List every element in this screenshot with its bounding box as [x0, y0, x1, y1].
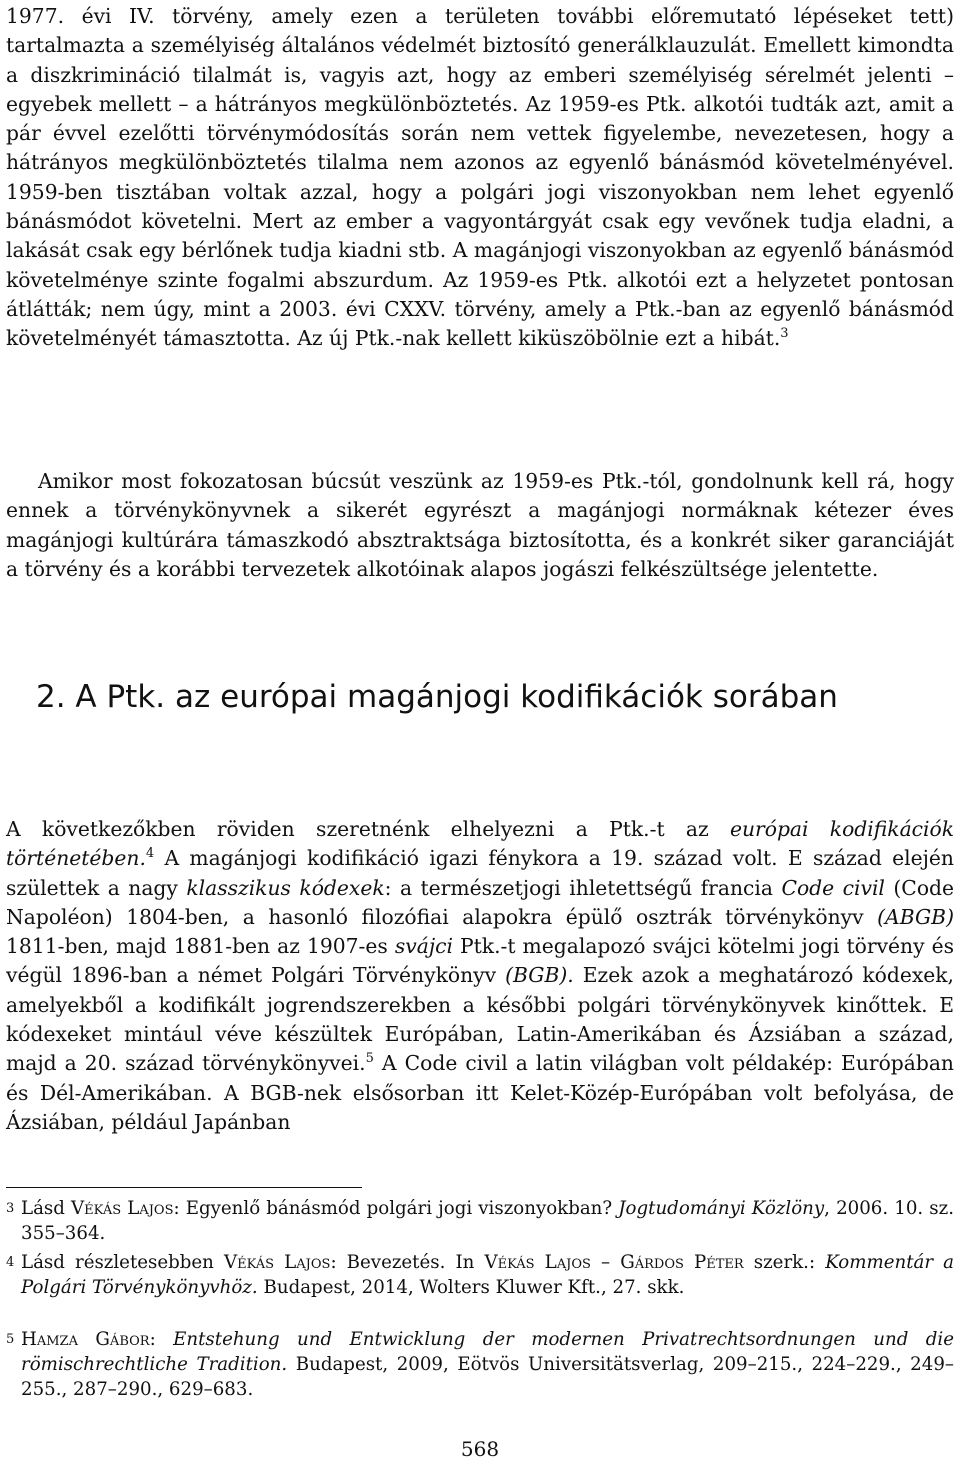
footnote-book-title: Kommentár a Polgári Törvénykönyvhöz.	[21, 1252, 954, 1298]
paragraph-text: Ptk.-t megalapozó svájci kötelmi jogi törvény és végül 1896-ban a német Polgári Törvénykönyv	[6, 934, 954, 988]
footnote-text	[6, 1250, 954, 1300]
paragraph-text: Amikor most fokozatosan búcsút veszünk az 1959-es Ptk.-tól, gondolnunk kell rá, hogy ennek a törvénykönyvnek a sikerét egyrészt a magánjogi normáknak kétezer éves magánjogi kultúrára támaszkodó absztraktsága biztosította, és a konkrét siker garanciáját a törvény és a korábbi tervezetek alkotóinak alapos jogászi felkészültsége jelentette.	[6, 469, 954, 581]
footnote-segment: : Bevezetés. In	[330, 1252, 485, 1273]
footnote-book-title: Entstehung und Entwicklung der modernen Privatrechtsordnungen und die römischrechtliche Tradition.	[21, 1329, 954, 1375]
italic-term: (BGB).	[505, 963, 574, 988]
footnote-4	[6, 1250, 954, 1300]
paragraph-text: : a természetjogi ihletettségű francia	[384, 875, 782, 900]
section-heading: 2. A Ptk. az európai magánjogi kodifikációk sorában	[36, 679, 838, 715]
body-paragraph-2	[6, 467, 954, 584]
footnote-author: Vékás Lajos	[223, 1252, 331, 1273]
paragraph-text: A következőkben röviden szeretnénk elhelyezni a Ptk.-t az	[6, 817, 730, 841]
body-paragraph-1	[6, 2, 954, 354]
paragraph-text: A magánjogi kodifikáció igazi fénykora a 19. század volt. E század elején születtek a nagy	[6, 846, 954, 900]
italic-term: Code civil	[781, 875, 885, 900]
italic-term: klasszikus kódexek	[186, 875, 385, 900]
footnote-divider	[6, 1187, 362, 1188]
footnote-number: 5	[6, 1332, 15, 1347]
footnote-author: Hamza Gábor	[21, 1329, 150, 1350]
footnote-journal-title: Jogtudományi Közlöny	[618, 1198, 825, 1219]
italic-term: svájci	[394, 934, 453, 959]
footnote-segment: Lásd	[21, 1198, 72, 1219]
page-number: 568	[460, 1437, 500, 1461]
footnote-number: 4	[6, 1255, 15, 1270]
footnote-text	[6, 1327, 954, 1402]
paragraph-text: (Code Napoléon) 1804-ben, a hasonló filozófiai alapokra épülő osztrák törvénykönyv	[6, 875, 955, 929]
footnote-text	[6, 1196, 954, 1246]
footnote-reference-5[interactable]: 5	[365, 1051, 374, 1067]
paragraph-text: 1811-ben, majd 1881-ben az 1907-es	[6, 934, 395, 959]
body-paragraph-3	[6, 815, 954, 1137]
footnote-segment: Budapest, 2009, Eötvös Universitätsverlag, 209–215., 224–229., 249–255., 287–290., 629–683.	[21, 1354, 954, 1400]
paragraph-text: Ezek azok a meghatározó kódexek, amelyekből a kodifikált jogrendszerekben a későbbi polgári törvénykönyvek kinőttek. E kódexeket mintául véve készültek Európában, Latin-Amerikában és Ázsiában a század, majd a 20. század törvénykönyvei.	[6, 963, 954, 1076]
footnote-reference-3[interactable]: 3	[780, 326, 789, 342]
footnote-segment: Budapest, 2014, Wolters Kluwer Kft., 27. skk.	[257, 1277, 685, 1298]
footnote-segment: :	[149, 1329, 174, 1350]
footnote-3	[6, 1196, 954, 1246]
italic-term: (ABGB)	[877, 904, 954, 929]
footnote-reference-4[interactable]: 4	[145, 846, 155, 862]
footnote-segment: Lásd részletesebben	[21, 1252, 224, 1273]
footnote-segment: : Egyenlő bánásmód polgári jogi viszonyokban?	[173, 1198, 619, 1219]
footnote-author: Vékás Lajos	[71, 1198, 174, 1219]
footnote-number: 3	[6, 1201, 15, 1216]
footnote-editors: Vékás Lajos – Gárdos Péter	[484, 1252, 744, 1273]
footnote-segment: szerk.:	[743, 1252, 826, 1273]
footnote-5	[6, 1327, 954, 1402]
italic-term: európai kodifikációk történetében.	[6, 817, 955, 871]
footnote-segment: , 2006. 10. sz. 355–364.	[21, 1198, 954, 1244]
paragraph-text: A Code civil a latin világban volt példakép: Európában és Dél-Amerikában. A BGB-nek elsősorban itt Kelet-Közép-Európában volt befolyása, de Ázsiában, például Japánban	[6, 1051, 954, 1134]
paragraph-text: 1977. évi IV. törvény, amely ezen a területen további előremutató lépéseket tett) tartalmazta a személyiség általános védelmét biztosító generálklauzulát. Emellett kimondta a diszkrimináció tilalmát is, vagyis azt, hogy az emberi személyiség sérelmét jelenti – egyebek mellett – a hátrányos megkülönböztetés. Az 1959-es Ptk. alkotói tudták azt, amit a pár évvel ezelőtti törvénymódosítás során nem vettek figyelembe, nevezetesen, hogy a hátrányos megkülönböztetés tilalma nem azonos az egyenlő bánásmód követelményével. 1959-ben tisztában voltak azzal, hogy a polgári jogi viszonyokban nem lehet egyenlő bánásmódot követelni. Mert az ember a vagyontárgyát csak egy vevőnek tudja eladni, a lakását csak egy bérlőnek tudja kiadni stb. A magánjogi viszonyokban az egyenlő bánásmód követelménye szinte fogalmi abszurdum. Az 1959-es Ptk. alkotói ezt a helyzetet pontosan átlátták; nem úgy, mint a 2003. évi CXXV. törvény, amely a Ptk.-ban az egyenlő bánásmód követelményét támasztotta. Az új Ptk.-nak kellett kiküszöbölnie ezt a hibát.	[6, 4, 954, 351]
